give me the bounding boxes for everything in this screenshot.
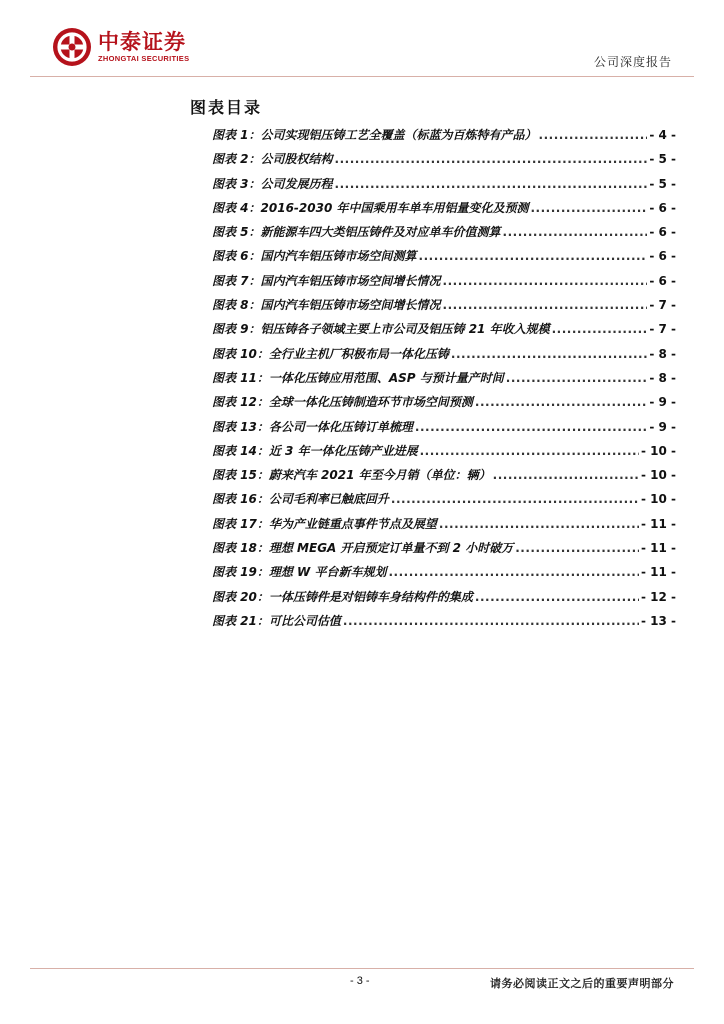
disclaimer-text: 请务必阅读正文之后的重要声明部分	[490, 977, 674, 990]
toc-entry-page[interactable]: - 6 -	[649, 249, 676, 264]
toc-dot-leader	[503, 225, 648, 239]
toc-dot-leader	[388, 565, 639, 579]
toc-entry-page[interactable]: - 5 -	[649, 176, 676, 191]
toc-entry[interactable]	[212, 369, 676, 393]
toc-entry-label[interactable]: 图表 18：理想 MEGA 开启预定订单量不到 2 小时破万	[212, 541, 514, 556]
toc-entry-page[interactable]: - 11 -	[640, 565, 676, 580]
toc-entry-label[interactable]: 图表 16：公司毛利率已触底回升	[212, 492, 389, 507]
toc-title: 图表目录	[190, 98, 263, 117]
toc-entry-page[interactable]: - 8 -	[649, 370, 676, 385]
toc-entry[interactable]	[212, 490, 676, 514]
toc-dot-leader	[343, 614, 639, 628]
toc-entry[interactable]	[212, 296, 676, 320]
toc-dot-leader	[493, 468, 639, 482]
footer-divider	[30, 968, 694, 969]
toc-dot-leader	[439, 517, 639, 531]
toc-entry-label[interactable]: 图表 8：国内汽车铝压铸市场空间增长情况	[212, 298, 441, 313]
toc-entry-label[interactable]: 图表 2：公司股权结构	[212, 152, 333, 167]
toc-entry-label[interactable]: 图表 15：蔚来汽车 2021 年至今月销（单位：辆）	[212, 468, 491, 483]
table-of-figures	[212, 126, 676, 636]
toc-entry-page[interactable]: - 11 -	[640, 541, 676, 556]
toc-dot-leader	[515, 541, 639, 555]
toc-dot-leader	[539, 128, 648, 142]
toc-dot-leader	[451, 347, 647, 361]
toc-entry-label[interactable]: 图表 14：近 3 年一体化压铸产业进展	[212, 443, 418, 458]
toc-entry-page[interactable]: - 8 -	[649, 346, 676, 361]
toc-entry-label[interactable]: 图表 7：国内汽车铝压铸市场空间增长情况	[212, 273, 441, 288]
toc-entry-page[interactable]: - 10 -	[640, 443, 676, 458]
toc-dot-leader	[335, 152, 648, 166]
report-type-label: 公司深度报告	[593, 55, 672, 69]
toc-dot-leader	[443, 274, 648, 288]
toc-entry[interactable]	[212, 199, 676, 223]
toc-dot-leader	[415, 420, 647, 434]
toc-entry-page[interactable]: - 9 -	[649, 395, 676, 410]
toc-dot-leader	[419, 249, 648, 263]
toc-entry[interactable]	[212, 223, 676, 247]
toc-entry-label[interactable]: 图表 12：全球一体化压铸制造环节市场空间预测	[212, 395, 473, 410]
toc-entry-label[interactable]: 图表 6：国内汽车铝压铸市场空间测算	[212, 249, 417, 264]
toc-entry-page[interactable]: - 13 -	[640, 613, 676, 628]
toc-entry-page[interactable]: - 10 -	[640, 492, 676, 507]
toc-dot-leader	[475, 395, 647, 409]
toc-entry[interactable]	[212, 539, 676, 563]
toc-entry-page[interactable]: - 12 -	[640, 589, 676, 604]
toc-entry[interactable]	[212, 612, 676, 636]
toc-entry-page[interactable]: - 11 -	[640, 516, 676, 531]
header-divider	[30, 76, 694, 77]
toc-entry-label[interactable]: 图表 3：公司发展历程	[212, 176, 333, 191]
toc-dot-leader	[391, 492, 639, 506]
toc-entry-label[interactable]: 图表 4：2016-2030 年中国乘用车单车用铝量变化及预测	[212, 200, 529, 215]
toc-entry-page[interactable]: - 6 -	[649, 273, 676, 288]
toc-entry-label[interactable]: 图表 21：可比公司估值	[212, 613, 341, 628]
toc-entry-label[interactable]: 图表 20：一体压铸件是对铝铸车身结构件的集成	[212, 589, 473, 604]
toc-dot-leader	[552, 322, 648, 336]
toc-entry[interactable]	[212, 150, 676, 174]
toc-entry-label[interactable]: 图表 17：华为产业链重点事件节点及展望	[212, 516, 437, 531]
toc-dot-leader	[420, 444, 639, 458]
toc-entry-page[interactable]: - 10 -	[640, 468, 676, 483]
company-logo	[52, 27, 189, 67]
toc-entry-page[interactable]: - 9 -	[649, 419, 676, 434]
toc-entry-label[interactable]: 图表 5：新能源车四大类铝压铸件及对应单车价值测算	[212, 225, 501, 240]
toc-entry[interactable]	[212, 466, 676, 490]
toc-entry-page[interactable]: - 5 -	[649, 152, 676, 167]
toc-entry[interactable]	[212, 588, 676, 612]
toc-entry-page[interactable]: - 4 -	[649, 128, 676, 142]
toc-entry-label[interactable]: 图表 10：全行业主机厂积极布局一体化压铸	[212, 346, 449, 361]
toc-entry-label[interactable]: 图表 11：一体化压铸应用范围、ASP 与预计量产时间	[212, 370, 504, 385]
toc-dot-leader	[475, 590, 639, 604]
toc-entry[interactable]	[212, 126, 676, 150]
page-header	[0, 0, 724, 80]
toc-entry[interactable]	[212, 442, 676, 466]
toc-dot-leader	[335, 177, 648, 191]
zhongtai-logo-icon	[52, 27, 92, 67]
toc-entry-page[interactable]: - 6 -	[649, 225, 676, 240]
logo-english-name: ZHONGTAI SECURITIES	[98, 54, 190, 63]
page-number: - 3 -	[350, 975, 370, 987]
toc-entry[interactable]	[212, 515, 676, 539]
toc-entry[interactable]	[212, 418, 676, 442]
logo-chinese-name: 中泰证券	[98, 30, 186, 54]
toc-entry-label[interactable]: 图表 19：理想 W 平台新车规划	[212, 565, 387, 580]
toc-entry-label[interactable]: 图表 13：各公司一体化压铸订单梳理	[212, 419, 413, 434]
toc-entry[interactable]	[212, 393, 676, 417]
toc-entry-page[interactable]: - 7 -	[649, 298, 676, 313]
toc-dot-leader	[530, 201, 647, 215]
toc-entry[interactable]	[212, 345, 676, 369]
toc-entry-page[interactable]: - 6 -	[649, 200, 676, 215]
toc-entry-label[interactable]: 图表 1：公司实现铝压铸工艺全覆盖（标蓝为百炼特有产品）	[212, 128, 537, 142]
toc-entry[interactable]	[212, 272, 676, 296]
toc-entry[interactable]	[212, 563, 676, 587]
toc-entry-page[interactable]: - 7 -	[649, 322, 676, 337]
toc-dot-leader	[443, 298, 648, 312]
toc-entry[interactable]	[212, 247, 676, 271]
toc-entry[interactable]	[212, 320, 676, 344]
toc-entry[interactable]	[212, 175, 676, 199]
toc-dot-leader	[506, 371, 648, 385]
toc-entry-label[interactable]: 图表 9：铝压铸各子领域主要上市公司及铝压铸 21 年收入规模	[212, 322, 550, 337]
